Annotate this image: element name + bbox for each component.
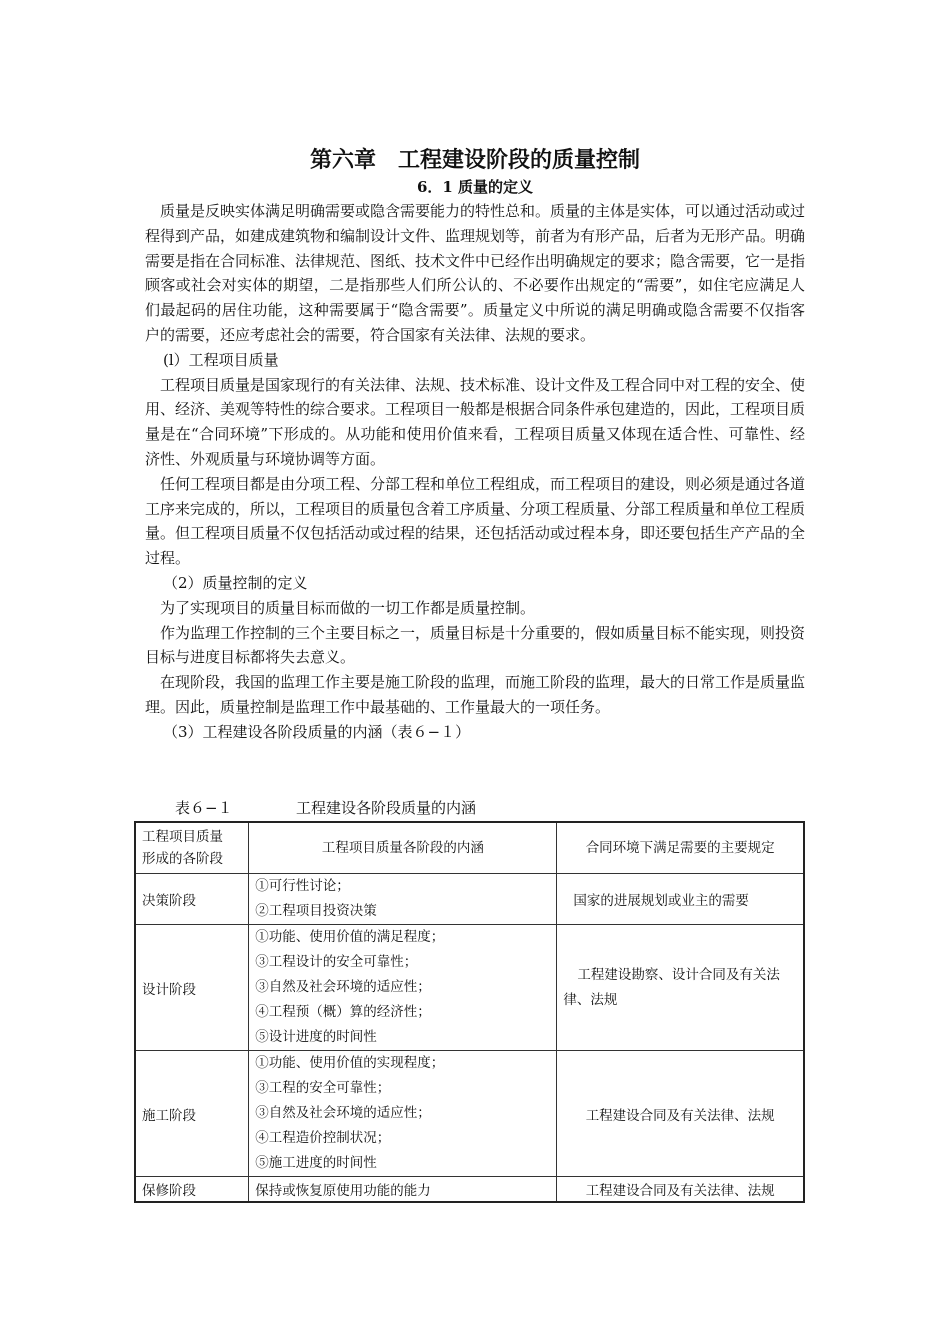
stage-cell: 决策阶段 xyxy=(135,874,249,925)
rule-cell: 工程建设合同及有关法律、法规 xyxy=(557,1051,804,1177)
rule-cell: 工程建设勘察、设计合同及有关法律、法规 xyxy=(557,925,804,1051)
subheading: (l）工程项目质量 xyxy=(163,350,279,369)
header-stage-line2: 形成的各阶段 xyxy=(142,851,223,867)
content-item: ②工程项目投资决策 xyxy=(255,903,377,919)
paragraph: 作为监理工作控制的三个主要目标之一，质量目标是十分重要的，假如质量目标不能实现，则投资目标与进度目标都将失去意义。 xyxy=(145,623,806,667)
content-item: ④工程造价控制状况； xyxy=(255,1130,391,1146)
chapter-title: 第六章 工程建设阶段的质量控制 xyxy=(309,148,640,173)
content-item: ⑤施工进度的时间性 xyxy=(255,1155,377,1171)
table-row xyxy=(135,874,804,925)
table-number: 表６−１ xyxy=(175,799,233,817)
content-item: ①功能、使用价值的实现程度； xyxy=(255,1055,445,1071)
table-row xyxy=(135,1051,804,1177)
table-caption-text: 工程建设各阶段质量的内涵 xyxy=(296,799,477,817)
content-item: ④工程预（概）算的经济性； xyxy=(255,1004,431,1020)
paragraph: 为了实现项目的质量目标而做的一切工作都是质量控制。 xyxy=(160,598,536,617)
rule-cell: 工程建设合同及有关法律、法规 xyxy=(557,1177,804,1203)
content-cell xyxy=(249,1051,557,1177)
section-heading: 6．1 质量的定义 xyxy=(416,178,534,196)
header-stage-line1: 工程项目质量 xyxy=(142,829,223,845)
stage-quality-table xyxy=(134,821,805,1203)
table-row xyxy=(135,1177,804,1203)
content-cell xyxy=(249,925,557,1051)
subheading: （2）质量控制的定义 xyxy=(163,573,308,592)
content-cell: 保持或恢复原使用功能的能力 xyxy=(249,1177,557,1203)
stage-cell: 设计阶段 xyxy=(135,925,249,1051)
paragraph: 在现阶段，我国的监理工作主要是施工阶段的监理，而施工阶段的监理，最大的日常工作是质量监理。因此，质量控制是监理工作中最基础的、工作量最大的一项任务。 xyxy=(145,673,806,716)
content-item: ③自然及社会环境的适应性； xyxy=(255,979,431,995)
content-item: ③自然及社会环境的适应性； xyxy=(255,1105,431,1121)
header-stage xyxy=(135,822,249,874)
content-cell xyxy=(249,874,557,925)
header-rules: 合同环境下满足需要的主要规定 xyxy=(557,822,804,874)
table-header-row xyxy=(135,822,804,874)
paragraph: 工程项目质量是国家现行的有关法律、法规、技术标准、设计文件及工程合同中对工程的安全、使用、经济、美观等特性的综合要求。工程项目一般都是根据合同条件承包建造的，因此，工程项目质量是在“合同环境”下形成的。从功能和使用价值来看，工程项目质量又体现在适合性、可靠性、经济性、外观质量与环境协调等方面。 xyxy=(145,375,806,468)
content-item: ③工程的安全可靠性； xyxy=(255,1080,391,1096)
stage-cell: 施工阶段 xyxy=(135,1051,249,1177)
content-item: ①功能、使用价值的满足程度； xyxy=(255,929,445,945)
content-item: ①可行性讨论； xyxy=(255,878,350,894)
content-item: ⑤设计进度的时间性 xyxy=(255,1029,377,1045)
content-item: ③工程设计的安全可靠性； xyxy=(255,954,418,970)
header-content: 工程项目质量各阶段的内涵 xyxy=(249,822,557,874)
rule-cell: 国家的进展规划或业主的需要 xyxy=(557,874,804,925)
paragraph: 任何工程项目都是由分项工程、分部工程和单位工程组成，而工程项目的建设，则必须是通过各道工序来完成的，所以，工程项目的质量包含着工序质量、分项工程质量、分部工程质量和单位工程质量。但工程项目质量不仅包括活动或过程的结果，还包括活动或过程本身，即还要包括生产产品的全过程。 xyxy=(145,474,806,568)
paragraph: 质量是反映实体满足明确需要或隐含需要能力的特性总和。质量的主体是实体，可以通过活动或过程得到产品，如建成建筑物和编制设计文件、监理规划等，前者为有形产品，后者为无形产品。明确需要是指在合同标准、法律规范、图纸、技术文件中已经作出明确规定的要求；隐含需要，它一是指顾客或社会对实体的期望，二是指那些人们所公认的、不必要作出规定的“需要”，如住宅应满足人们最起码的居住功能，这种需要属于“隐含需要”。质量定义中所说的满足明确或隐含需要不仅指客户的需要，还应考虑社会的需要，符合国家有关法律、法规的要求。 xyxy=(145,202,806,344)
stage-cell: 保修阶段 xyxy=(135,1177,249,1203)
table-row xyxy=(135,925,804,1051)
body-text xyxy=(145,199,805,745)
subheading: （3）工程建设各阶段质量的内涵（表６−１） xyxy=(163,722,471,741)
